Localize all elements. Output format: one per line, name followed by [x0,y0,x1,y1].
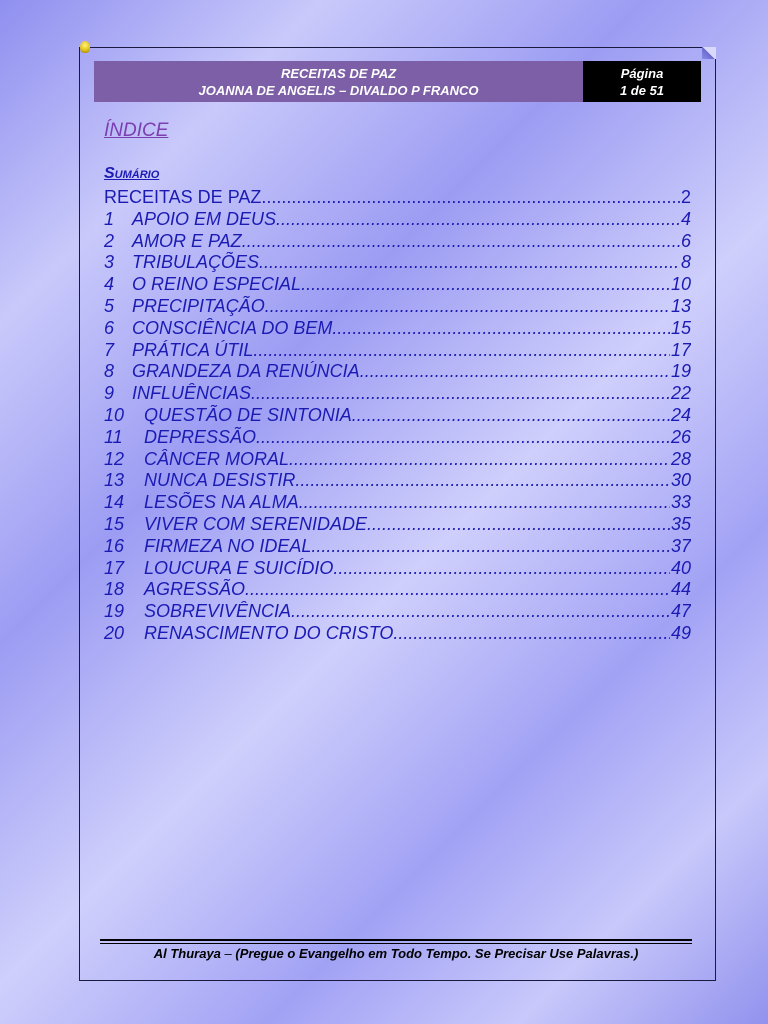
toc-dot-leader [295,470,670,492]
toc-entry[interactable] [104,361,691,383]
toc-entry-number: 19 [104,601,125,622]
toc-entry-title: PRÁTICA ÚTIL [132,339,254,360]
toc-entry-number: 2 [104,230,115,251]
toc-entry[interactable] [104,514,691,536]
footer [100,946,692,961]
page-fold-corner [702,47,716,59]
toc-entry-title: INFLUÊNCIAS [132,383,252,404]
toc-dot-leader [311,536,670,558]
toc-entry[interactable] [104,318,691,340]
toc-entry-page: 40 [670,557,691,578]
toc-dot-leader [276,209,680,231]
toc-entry-number: 9 [104,383,115,404]
toc-entry-number: 12 [104,448,125,469]
toc-entry-page: 8 [680,252,691,273]
toc-dot-leader [332,318,670,340]
toc-entry[interactable] [104,579,691,601]
toc-entry-title: QUESTÃO DE SINTONIA [144,404,352,425]
footer-rule-thin [100,943,692,944]
toc-dot-leader [291,601,670,623]
toc-entry-title: CÂNCER MORAL [144,448,290,469]
toc-dot-leader [245,579,670,601]
toc-entry[interactable] [104,209,691,231]
header-title: RECEITAS DE PAZ [280,65,397,81]
toc-dot-leader [261,187,680,209]
toc-entry-page: 49 [670,622,691,643]
toc-entry[interactable] [104,470,691,492]
toc-dot-leader [256,427,670,449]
toc-entry-number: 11 [104,426,123,447]
toc-dot-leader [259,252,680,274]
toc-entry-number: 17 [104,557,125,578]
toc-dot-leader [393,623,670,645]
toc-entry[interactable] [104,623,691,645]
toc-entry-page: 15 [670,317,691,338]
toc-entry-title: SOBREVIVÊNCIA [144,601,292,622]
toc-dot-leader [367,514,670,536]
toc-entry-page: 22 [670,383,691,404]
toc-entry[interactable] [104,383,691,405]
toc-entry-title: LESÕES NA ALMA [144,492,299,513]
page-count: 1 de 51 [619,82,665,98]
toc-entry-number: 13 [104,470,125,491]
toc-entry-title: AMOR E PAZ [132,230,242,251]
toc-entry-page: 28 [670,448,691,469]
toc-entry-page: 24 [670,404,691,425]
toc-entry-number: 15 [104,513,125,534]
toc-entry-title: DEPRESSÃO [144,426,257,447]
toc-entry-number: 3 [104,252,115,273]
footer-rule-thick [100,939,692,941]
sumario-heading[interactable]: Sumário [104,165,160,182]
toc-entry[interactable] [104,274,691,296]
toc-entry[interactable] [104,231,691,253]
toc-entry-number: 14 [104,492,125,513]
toc-entry-page: 26 [670,426,691,447]
toc-entry[interactable] [104,405,691,427]
toc-entry-number: 7 [104,339,115,360]
toc-dot-leader [352,405,670,427]
footer-motto: (Pregue o Evangelho em Todo Tempo. Se Precisar Use Palavras.) [235,946,639,961]
toc-dot-leader [265,296,670,318]
toc-entry-page: 17 [670,339,691,360]
toc-entry-title: NUNCA DESISTIR [144,470,296,491]
toc-entry-number: 5 [104,295,115,316]
toc-entry-title: TRIBULAÇÕES [132,252,260,273]
pushpin-icon [80,41,90,53]
toc-entry-title: GRANDEZA DA RENÚNCIA [132,361,360,382]
toc-entry-title: FIRMEZA NO IDEAL [144,535,312,556]
toc-entry-title: APOIO EM DEUS [132,208,277,229]
toc-dot-leader [360,361,670,383]
toc-entry-page: 6 [680,230,691,251]
footer-dash: – [220,946,236,961]
table-of-contents [104,187,691,645]
toc-entry-page: 44 [670,579,691,600]
document-header [94,61,701,102]
toc-entry[interactable] [104,252,691,274]
page-label: Página [620,65,664,81]
toc-dot-leader [253,340,670,362]
toc-entry-page: 47 [670,601,691,622]
toc-entry[interactable] [104,601,691,623]
toc-entry-page: 35 [670,513,691,534]
toc-entry-number: 1 [104,208,115,229]
toc-dot-leader [333,558,670,580]
toc-entry[interactable] [104,536,691,558]
header-title-block [94,61,583,102]
toc-entry-page: 19 [670,361,691,382]
toc-entry-page: 2 [680,187,691,207]
toc-entry-number: 16 [104,535,125,556]
toc-entry-title: CONSCIÊNCIA DO BEM [132,317,333,338]
toc-entry[interactable] [104,187,691,209]
toc-entry[interactable] [104,427,691,449]
header-authors: JOANNA DE ANGELIS – DIVALDO P FRANCO [198,82,479,98]
toc-entry-number: 20 [104,622,125,643]
toc-entry[interactable] [104,492,691,514]
toc-entry-number: 18 [104,579,125,600]
toc-entry-page: 33 [670,492,691,513]
header-page-block [583,61,701,102]
toc-entry[interactable] [104,558,691,580]
toc-entry-page: 13 [670,295,691,316]
toc-entry-title: RECEITAS DE PAZ [104,187,262,207]
toc-entry-title: VIVER COM SERENIDADE [144,513,368,534]
toc-entry-page: 30 [670,470,691,491]
toc-entry-page: 4 [680,208,691,229]
toc-dot-leader [251,383,670,405]
toc-entry-number: 8 [104,361,115,382]
toc-dot-leader [299,492,670,514]
toc-entry-title: AGRESSÃO [144,579,246,600]
toc-entry-title: RENASCIMENTO DO CRISTO [144,622,394,643]
toc-dot-leader [242,231,680,253]
toc-entry-number: 10 [104,404,125,425]
toc-entry-title: LOUCURA E SUICÍDIO [144,557,334,578]
toc-entry-number: 4 [104,274,115,295]
toc-dot-leader [301,274,670,296]
toc-entry-title: PRECIPITAÇÃO [132,295,265,316]
toc-entry[interactable] [104,296,691,318]
toc-entry-number: 6 [104,317,115,338]
toc-entry[interactable] [104,340,691,362]
toc-entry-title: O REINO ESPECIAL [132,274,302,295]
indice-heading[interactable]: ÍNDICE [104,120,169,141]
toc-entry-page: 37 [670,535,691,556]
toc-entry-page: 10 [670,274,691,295]
toc-entry[interactable] [104,449,691,471]
footer-author: Al Thuraya [153,946,221,961]
toc-dot-leader [289,449,670,471]
